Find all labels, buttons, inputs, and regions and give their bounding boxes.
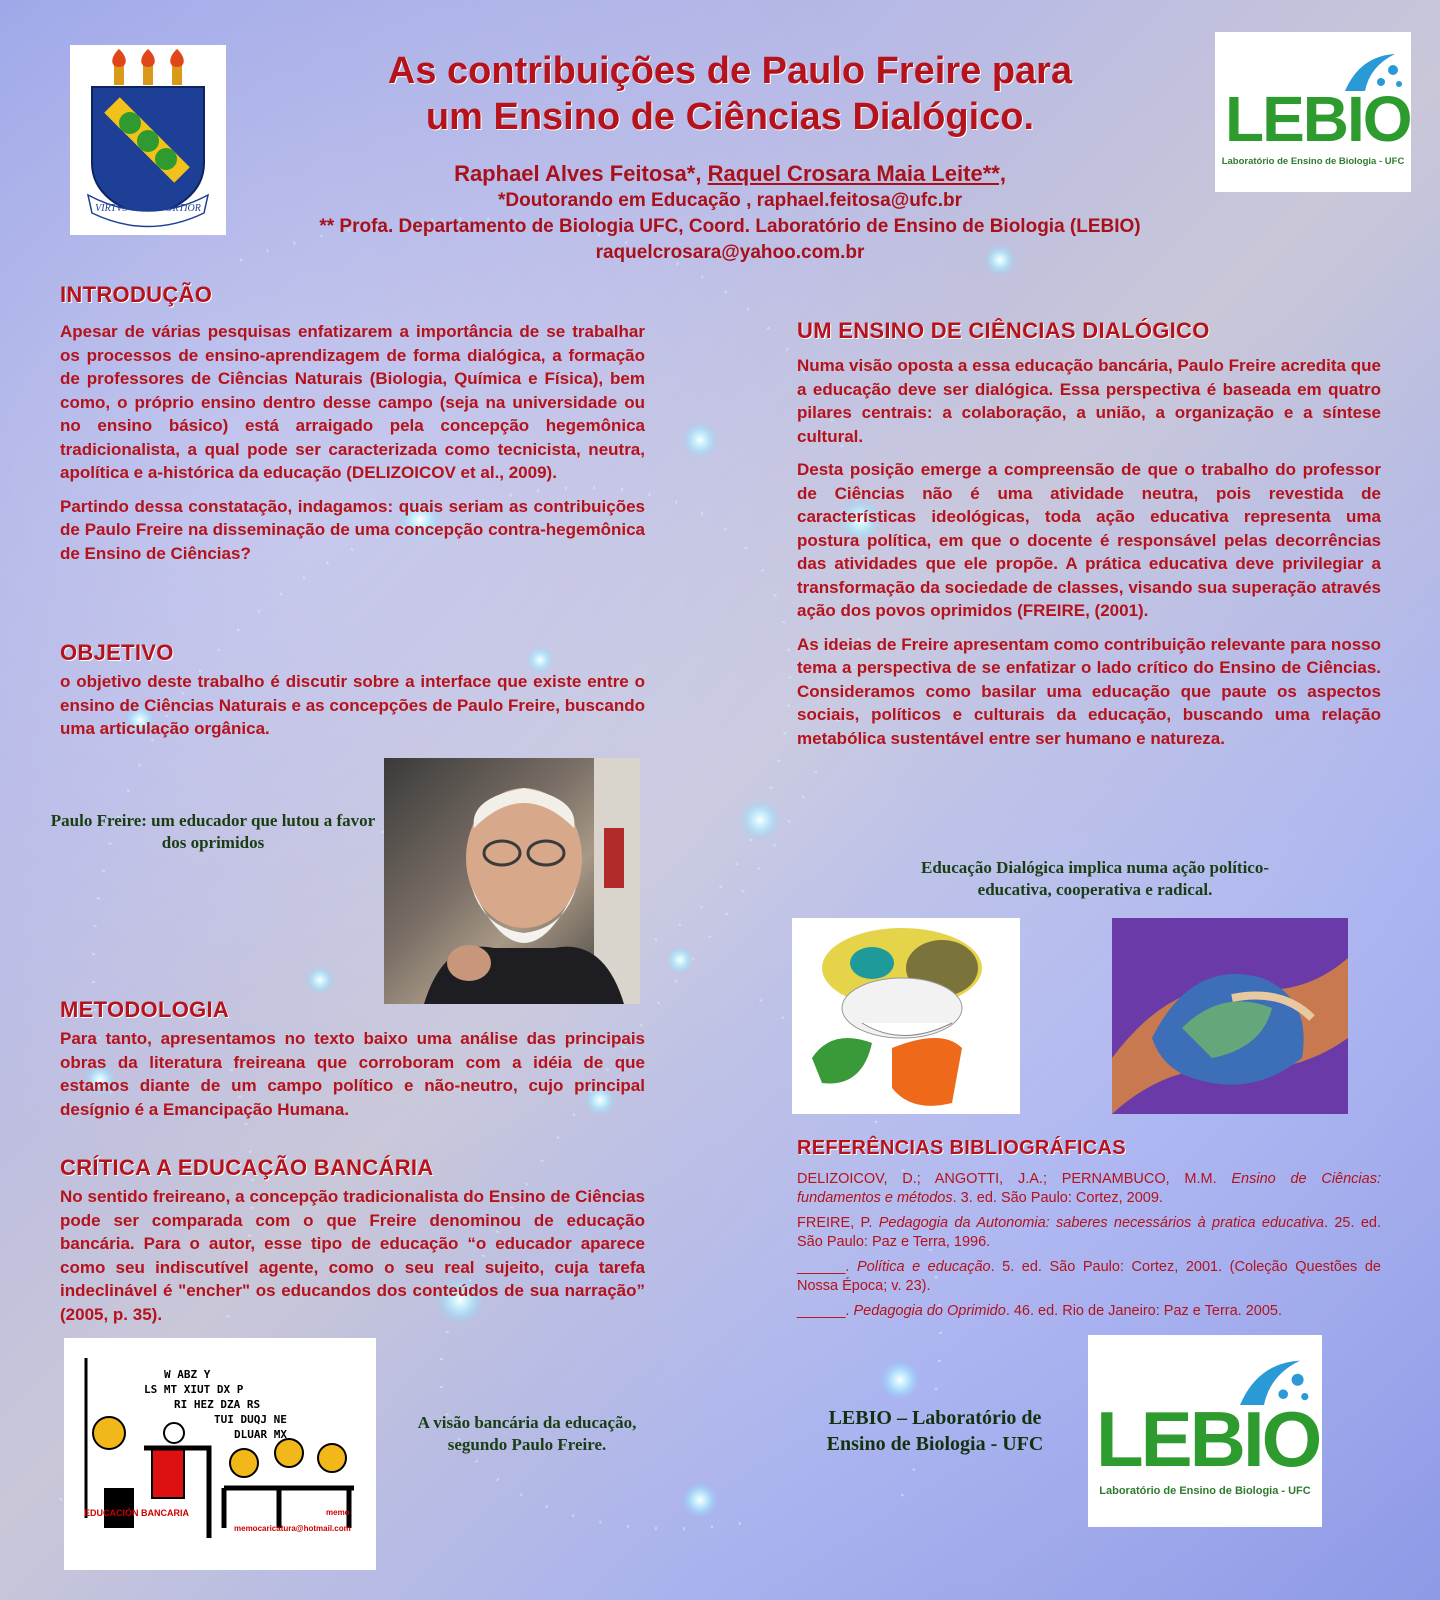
reference-3-details: . 5. ed. São Paulo: Cortez, 2001. (Coleção Questões de Nossa Época; v. 23).	[797, 1259, 1381, 1294]
joined-hands-image	[1112, 918, 1348, 1114]
collage-drawing-icon	[792, 918, 1020, 1114]
lebio-wordmark: LEBIO	[1096, 1395, 1320, 1483]
reference-3-authors: ______.	[797, 1259, 857, 1275]
lebio-subtitle: Laboratório de Ensino de Biologia - UFC	[1221, 156, 1405, 167]
portrait-icon	[384, 758, 640, 1004]
reference-1	[797, 1170, 1381, 1208]
footer-caption: LEBIO – Laboratório de Ensino de Biologia - UFC	[826, 1407, 1044, 1455]
reference-3	[797, 1258, 1381, 1296]
banking-education-cartoon	[64, 1338, 376, 1570]
dialogico-paragraph-2: Desta posição emerge a compreensão de que o trabalho do professor de Ciências não é uma atividade neutra, pois revestida de características ideológicas, toda ação educativa representa uma postura política, em que o docente é responsável pelas decorrências das atividades que ele propõe. A prática educativa deve privilegiar a transformação da sociedade de classes, visando sua superação através ação dos povos oprimidos (FREIRE, (2001).	[797, 460, 1381, 620]
dialogico-paragraph-1: Numa visão oposta a essa educação bancária, Paulo Freire acredita que a educação deve ser dialógica. Essa perspectiva é baseada em quatro pilares centrais: a colaboração, a união, a organização e a síntese cultural.	[797, 356, 1381, 446]
referencias-heading: REFERÊNCIAS BIBLIOGRÁFICAS	[797, 1137, 1126, 1159]
reference-1-authors: DELIZOICOV, D.; ANGOTTI, J.A.; PERNAMBUCO, M.M.	[797, 1171, 1232, 1187]
svg-text:W ABZ Y: W ABZ Y	[164, 1368, 211, 1381]
objetivo-heading: OBJETIVO	[60, 640, 174, 665]
intro-heading: INTRODUÇÃO	[60, 282, 213, 307]
reference-2-title: Pedagogia da Autonomia: saberes necessários à pratica educativa	[878, 1215, 1324, 1231]
lebio-logo-top	[1215, 32, 1411, 192]
reference-4	[797, 1302, 1381, 1321]
reference-2-details: . 25. ed. São Paulo: Paz e Terra, 1996.	[797, 1215, 1382, 1250]
cartoon-caption: A visão bancária da educação, segundo Paulo Freire.	[417, 1413, 637, 1454]
intro-paragraph-2: Partindo dessa constatação, indagamos: quais seriam as contribuições de Paulo Freire na disseminação de uma concepção contra-hegemônica de Ensino de Ciências?	[60, 496, 645, 563]
photo-caption: Paulo Freire: um educador que lutou a favor dos oprimidos	[50, 811, 376, 852]
ufc-motto: VIRTVS VNITA FORTIOR	[95, 203, 201, 214]
hands-drawing-icon	[1112, 918, 1348, 1114]
reference-1-title: Ensino de Ciências: fundamentos e métodos	[797, 1171, 1381, 1206]
dialogica-caption: Educação Dialógica implica numa ação político-educativa, cooperativa e radical.	[920, 858, 1270, 899]
affiliation-2: ** Profa. Departamento de Biologia UFC, Coord. Laboratório de Ensino de Biologia (LEBIO)	[319, 216, 1141, 237]
reference-2	[797, 1214, 1381, 1252]
reference-2-authors: FREIRE, P.	[797, 1215, 879, 1231]
referencias-list	[797, 1170, 1381, 1327]
dialogico-heading: UM ENSINO DE CIÊNCIAS DIALÓGICO	[797, 318, 1210, 343]
svg-text:LS MT XIUT DX P: LS MT XIUT DX P	[144, 1383, 244, 1396]
critica-heading: CRÍTICA A EDUCAÇÃO BANCÁRIA	[60, 1155, 434, 1180]
reference-4-title: Pedagogia do Oprimido	[853, 1303, 1006, 1319]
critica-body	[60, 1185, 645, 1336]
title-line-2: um Ensino de Ciências Dialógico.	[425, 96, 1035, 138]
intro-body	[60, 320, 645, 575]
cartoon-drawing-icon	[64, 1338, 376, 1570]
metodologia-body	[60, 1027, 645, 1131]
authors-block	[260, 160, 1200, 266]
objetivo-body	[60, 670, 645, 751]
svg-text:TUI DUQJ NE: TUI DUQJ NE	[214, 1413, 287, 1426]
dialogico-paragraph-3: As ideias de Freire apresentam como contribuição relevante para nosso tema a perspectiva de se enfatizar o lado crítico do Ensino de Ciências. Consideramos como basilar uma educação que paute os aspectos sociais, políticos e culturais da educação, buscando uma relação metabólica sustentável entre ser humano e natureza.	[797, 634, 1381, 748]
cartoon-signature: memo	[326, 1508, 350, 1517]
author-names	[260, 160, 1200, 188]
critica-paragraph: No sentido freireano, a concepção tradicionalista do Ensino de Ciências pode ser comparada com o que Freire denominou de educação bancária. Para o autor, esse tipo de educação “o educador aparece como seu indiscutível agente, como o seu real sujeito, cuja tarefa indeclinável é "encher" os educandos dos conteúdos de sua narração” (2005, p. 35).	[60, 1187, 645, 1324]
metodologia-heading: METODOLOGIA	[60, 997, 230, 1022]
lebio-subtitle: Laboratório de Ensino de Biologia - UFC	[1099, 1485, 1311, 1497]
lebio-wordmark: LEBIO	[1225, 83, 1411, 155]
intro-paragraph-1: Apesar de várias pesquisas enfatizarem a importância de se trabalhar os processos de ensino-aprendizagem de forma dialógica, a formação de professores de Ciências Naturais (Biologia, Química e Física), bem como, o próprio ensino dentro desse campo (seja na universidade ou no ensino básico) está arraigado pela concepção hegemônica tradicionalista, a qual pode ser caracterizada como tecnicista, neutra, apolítica e a-histórica da educação (DELIZOICOV et al., 2009).	[60, 322, 645, 482]
cartoon-label: EDUCACIÓN BANCARIA	[84, 1508, 189, 1518]
lebio-logo-bottom	[1088, 1335, 1322, 1527]
metodologia-paragraph: Para tanto, apresentamos no texto baixo uma análise das principais obras da literatura freireana que corroboram com a idéia de que estamos diante de um campo político e não-neutro, cujo principal desígnio é a Emancipação Humana.	[60, 1029, 645, 1119]
reference-4-details: . 46. ed. Rio de Janeiro: Paz e Terra. 2005.	[1005, 1303, 1283, 1319]
author-2-email: raquelcrosara@yahoo.com.br	[595, 242, 865, 263]
dialogico-body	[797, 354, 1381, 760]
author-1: Raphael Alves Feitosa*,	[454, 161, 702, 186]
objetivo-paragraph: o objetivo deste trabalho é discutir sobre a interface que existe entre o ensino de Ciências Naturais e as concepções de Paulo Freire, buscando uma articulação orgânica.	[60, 672, 645, 738]
affiliation-1: *Doutorando em Educação , raphael.feitosa@ufc.br	[497, 190, 963, 211]
freire-collage-image	[792, 918, 1020, 1114]
poster-title	[300, 48, 1160, 140]
cartoon-email: memocaricatura@hotmail.com	[234, 1524, 351, 1533]
author-2: Raquel Crosara Maia Leite**,	[707, 161, 1006, 186]
svg-text:RI HEZ DZA RS: RI HEZ DZA RS	[174, 1398, 261, 1411]
reference-3-title: Política e educação	[856, 1259, 991, 1275]
reference-4-authors: ______.	[797, 1303, 854, 1319]
ufc-logo	[70, 45, 226, 235]
paulo-freire-photo	[384, 758, 640, 1004]
title-line-1: As contribuições de Paulo Freire para	[387, 50, 1073, 92]
svg-text:DLUAR MX: DLUAR MX	[234, 1428, 287, 1441]
reference-1-details: . 3. ed. São Paulo: Cortez, 2009.	[952, 1190, 1163, 1206]
